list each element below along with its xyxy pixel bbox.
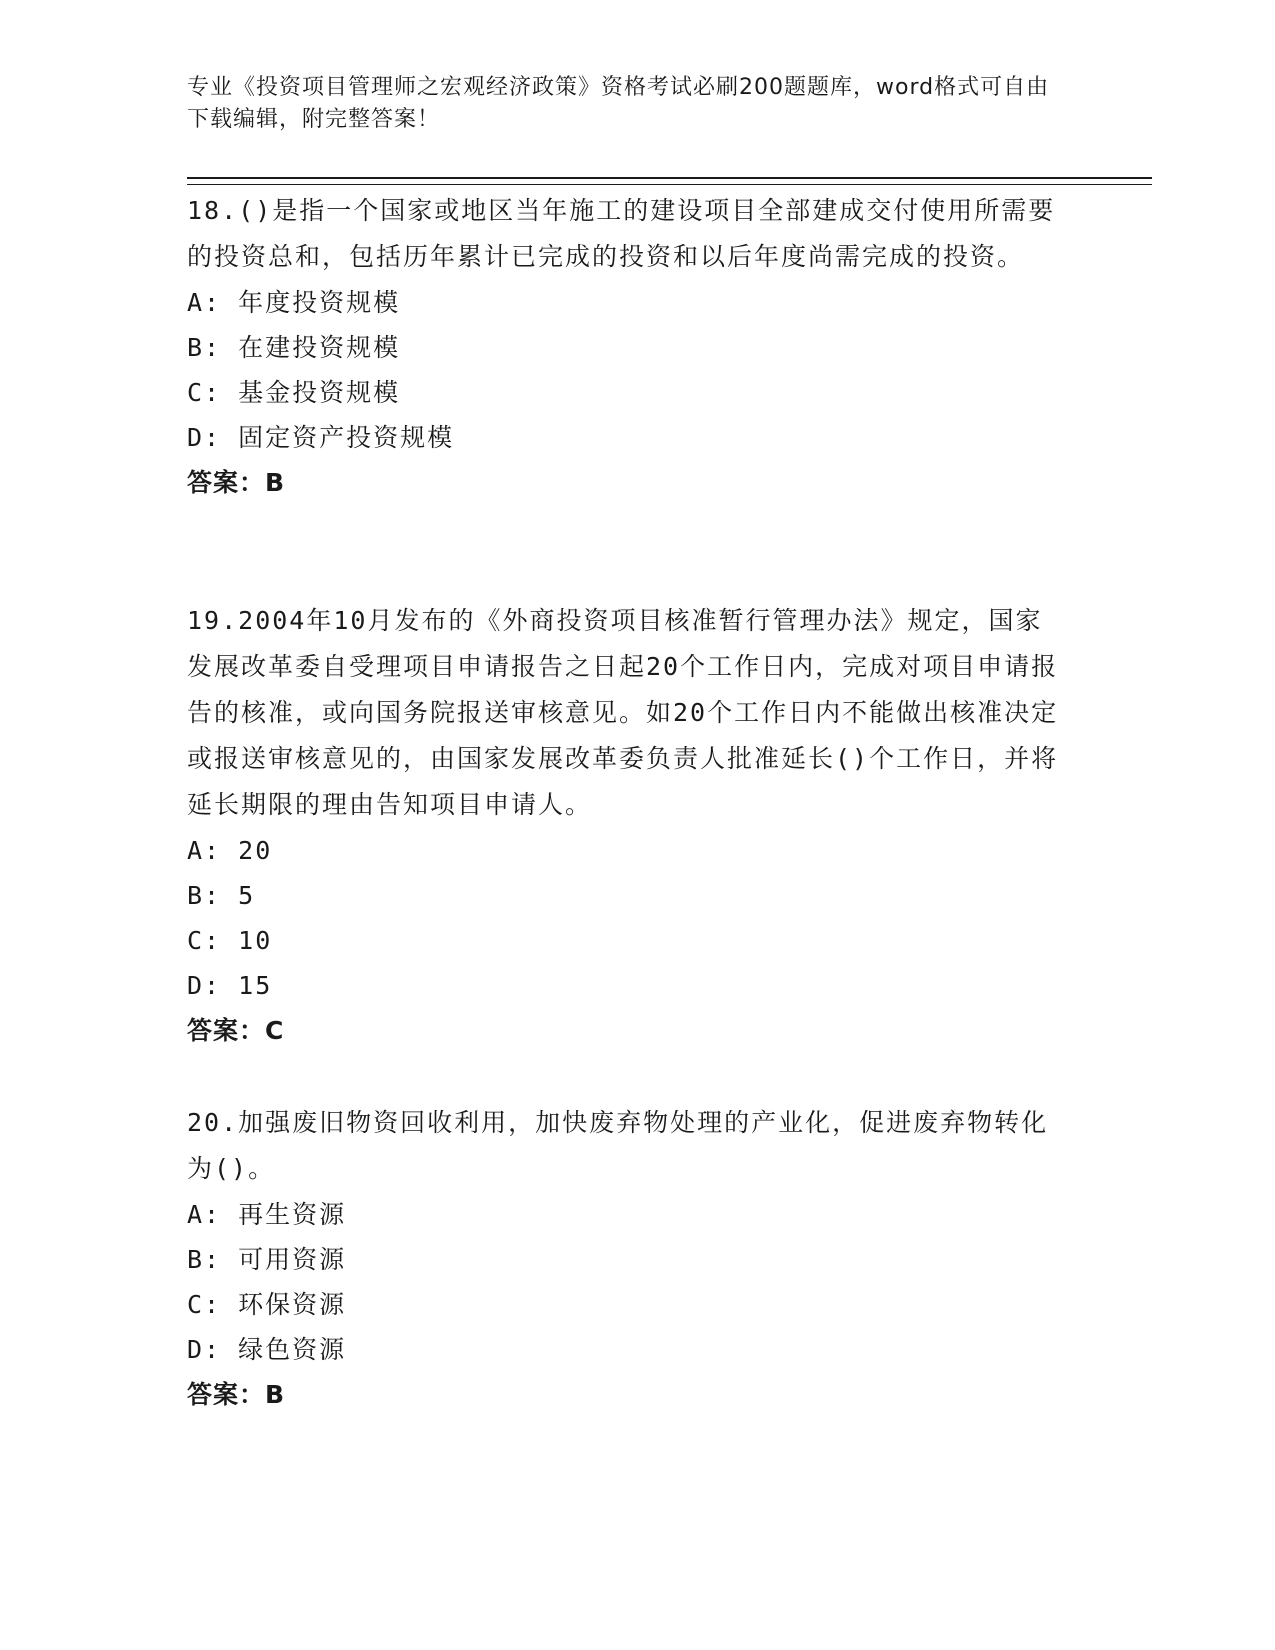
option-d: D: 15 (187, 971, 273, 1000)
option-b: B: 5 (187, 881, 256, 910)
option-a: A: 年度投资规模 (187, 288, 401, 317)
option-c: C: 环保资源 (187, 1290, 347, 1319)
answer: 答案：B (187, 1380, 286, 1409)
header-divider-thick (187, 177, 1152, 179)
question-stem: 20.加强废旧物资回收利用，加快废弃物处理的产业化，促进废弃物转化为()。 (187, 1108, 1049, 1183)
question-stem: 19.2004年10月发布的《外商投资项目核准暂行管理办法》规定，国家发展改革委自受理项目申请报告之日起20个工作日内，完成对项目申请报告的核准，或向国务院报送审核意见。如20个工作日内不能做出核准决定或报送审核意见的，由国家发展改革委负责人批准延长()个工作日，并将延长期限的理由告知项目申请人。 (187, 606, 1059, 819)
option-b: B: 可用资源 (187, 1245, 347, 1274)
question-stem: 18.()是指一个国家或地区当年施工的建设项目全部建成交付使用所需要的投资总和，包括历年累计已完成的投资和以后年度尚需完成的投资。 (187, 196, 1056, 271)
option-b: B: 在建投资规模 (187, 333, 401, 362)
answer: 答案：C (187, 1016, 285, 1045)
question-18 (187, 188, 1067, 506)
option-d: D: 固定资产投资规模 (187, 423, 455, 452)
option-c: C: 10 (187, 926, 273, 955)
question-19 (187, 598, 1067, 1054)
option-d: D: 绿色资源 (187, 1335, 347, 1364)
option-c: C: 基金投资规模 (187, 378, 401, 407)
option-a: A: 20 (187, 836, 273, 865)
question-20 (187, 1100, 1067, 1418)
document-header: 专业《投资项目管理师之宏观经济政策》资格考试必刷200题题库，word格式可自由下载编辑，附完整答案！ (187, 75, 1050, 132)
answer: 答案：B (187, 468, 286, 497)
header-divider-thin (187, 184, 1152, 185)
option-a: A: 再生资源 (187, 1200, 347, 1229)
